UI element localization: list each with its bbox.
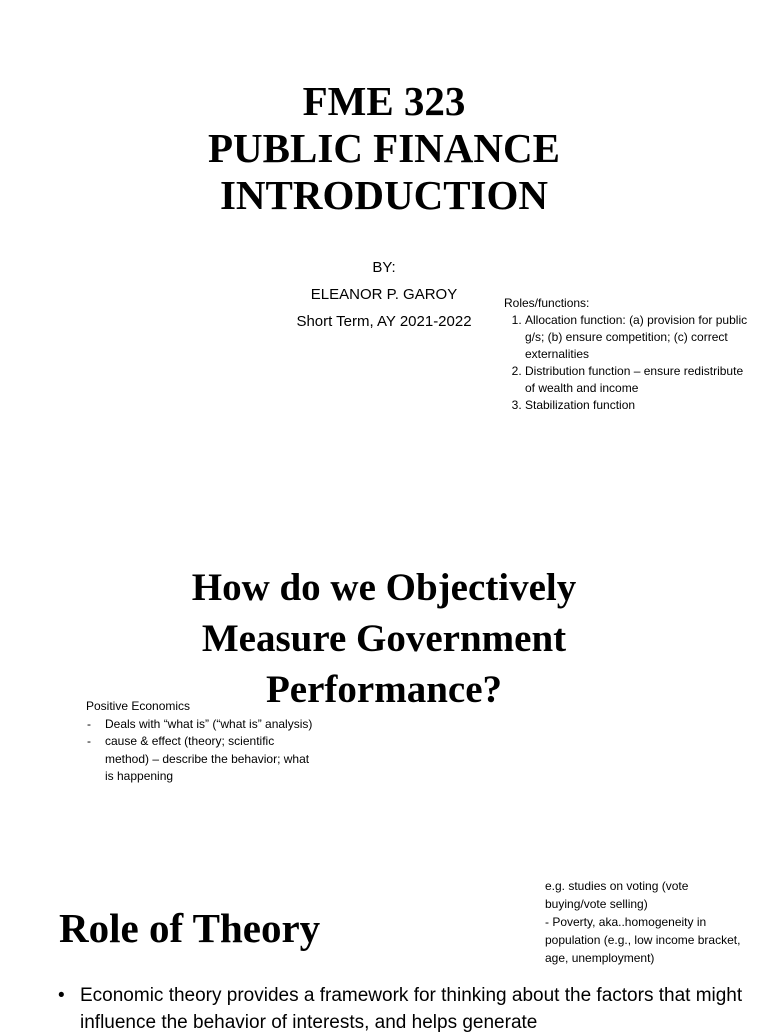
term-label: Short Term, AY 2021-2022 xyxy=(296,313,472,330)
section-title-line: How do we Objectively xyxy=(191,566,577,609)
title-line-subject: PUBLIC FINANCE xyxy=(208,125,560,171)
bullet-dot: • xyxy=(58,985,65,1006)
positive-economics-note xyxy=(86,698,316,786)
roles-item: 3. Stabilization function xyxy=(525,397,754,414)
title-line-topic: INTRODUCTION xyxy=(219,172,549,218)
positive-list xyxy=(86,716,316,786)
title-line-course: FME 323 xyxy=(302,78,466,124)
by-label: BY: xyxy=(372,259,396,276)
voting-line: e.g. studies on voting (vote buying/vote selling) xyxy=(545,879,689,911)
roles-note xyxy=(504,295,754,414)
roles-list xyxy=(504,312,754,414)
slide-title xyxy=(0,78,768,219)
voting-note xyxy=(545,877,750,967)
theory-bullet-text: Economic theory provides a framework for thinking about the factors that might influence the behavior of interests, and helps generate xyxy=(80,985,743,1033)
positive-heading: Positive Economics xyxy=(86,699,191,713)
theory-bullet xyxy=(58,982,758,1036)
section-title-line: Performance? xyxy=(265,668,503,711)
theory-title: Role of Theory xyxy=(59,905,321,951)
author-name: ELEANOR P. GAROY xyxy=(310,286,458,303)
author-block xyxy=(270,254,498,335)
voting-line: - Poverty, aka..homogeneity in population (e.g., low income bracket, age, unemployment) xyxy=(545,915,741,965)
roles-item: 2. Distribution function – ensure redistribute of wealth and income xyxy=(525,363,754,397)
positive-item: - Deals with “what is” (“what is” analysis) xyxy=(86,716,316,734)
positive-item: - cause & effect (theory; scientific method) – describe the behavior; what is happening xyxy=(86,733,316,786)
section-title-line: Measure Government xyxy=(201,617,567,660)
roles-heading: Roles/functions: xyxy=(504,296,590,310)
section-title xyxy=(0,562,768,715)
roles-item: 1. Allocation function: (a) provision for public g/s; (b) ensure competition; (c) correct externalities xyxy=(525,312,754,363)
